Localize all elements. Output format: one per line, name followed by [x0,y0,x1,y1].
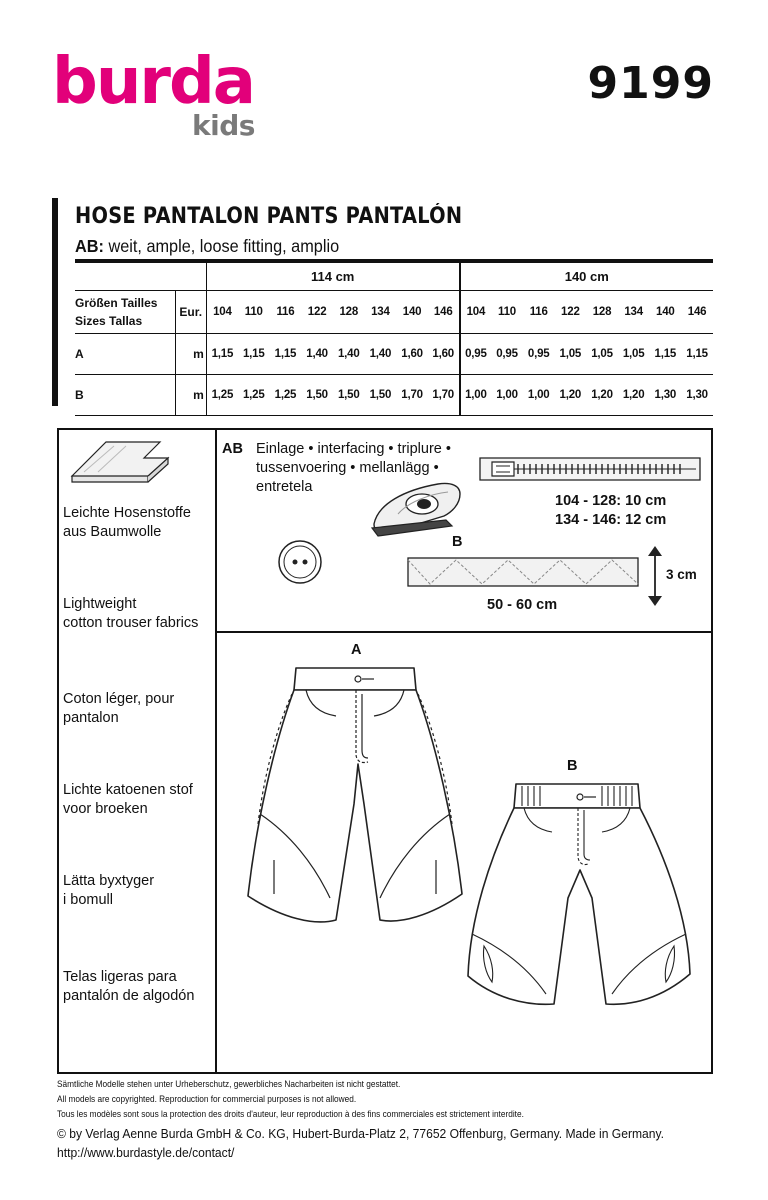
value-cell: 0,95 [523,334,555,375]
notions-ab-label: AB [222,441,243,457]
value-cell: 1,30 [649,375,681,416]
fabric-roll-icon [64,436,174,486]
size-cell: 140 [649,291,681,334]
elastic-b-label: B [452,534,463,550]
pants-view-b-illustration [462,778,698,1022]
sizes-label: Größen Tailles Sizes Tallas [75,291,175,334]
size-cell: 128 [586,291,618,334]
subtitle-text: weit, ample, loose fitting, amplio [103,236,340,256]
value-cell: 1,30 [681,375,713,416]
value-cell: 1,25 [238,375,270,416]
zipper-icon [478,448,708,490]
value-cell: 1,20 [586,375,618,416]
size-cell: 146 [428,291,460,334]
view-a-label: A [351,642,362,658]
size-cell: 122 [301,291,333,334]
size-cell: 134 [618,291,650,334]
value-cell: 1,70 [428,375,460,416]
brand-logo: burda [52,45,254,119]
fabric-desc-fr: Coton léger, pour pantalon [63,691,175,726]
fabric-desc-en: Lightweight cotton trouser fabrics [63,596,199,631]
value-cell: 1,15 [206,334,238,375]
iron-icon [368,474,468,542]
pattern-number: 9199 [587,58,714,109]
value-cell: 1,15 [681,334,713,375]
value-cell: 1,50 [333,375,365,416]
value-cell: 1,40 [301,334,333,375]
value-cell: 1,40 [365,334,397,375]
width-header-140: 140 cm [460,261,713,291]
value-cell: 1,15 [649,334,681,375]
value-cell: 1,60 [396,334,428,375]
box-divider-horizontal [215,631,713,633]
size-cell: 104 [206,291,238,334]
size-cell: 146 [681,291,713,334]
size-cell: 140 [396,291,428,334]
size-cell: 116 [270,291,302,334]
size-cell: 128 [333,291,365,334]
value-cell: 1,00 [523,375,555,416]
value-cell: 1,20 [555,375,587,416]
fabric-desc-nl: Lichte katoenen stof voor broeken [63,782,193,817]
elastic-icon [406,556,642,590]
brand-logo-sub: kids [192,109,255,142]
value-cell: 1,25 [206,375,238,416]
size-cell: 110 [238,291,270,334]
fabric-desc-de: Leichte Hosenstoffe aus Baumwolle [63,505,191,540]
view-b-label: B [567,758,578,774]
value-cell: 1,00 [491,375,523,416]
button-icon [276,538,324,586]
value-cell: 0,95 [491,334,523,375]
fabric-desc-es: Telas ligeras para pantalón de algodón [63,969,195,1004]
header-bar [52,198,58,406]
table-row-a [75,334,713,375]
value-cell: 1,05 [555,334,587,375]
size-cell: 116 [523,291,555,334]
width-header-114: 114 cm [206,261,459,291]
table-row-b [75,375,713,416]
subtitle-prefix: AB: [75,236,104,256]
size-table [75,259,713,416]
value-cell: 1,25 [270,375,302,416]
size-cell: 122 [555,291,587,334]
row-label: A [75,334,175,375]
value-cell: 1,05 [618,334,650,375]
footer-copyright-en: All models are copyrighted. Reproduction for commercial purposes is not allowed. [57,1094,357,1104]
value-cell: 1,60 [428,334,460,375]
fabric-desc-sv: Lätta byxtyger i bomull [63,873,155,908]
row-unit: m [175,334,206,375]
elastic-height-text: 3 cm [666,567,697,582]
value-cell: 1,50 [365,375,397,416]
value-cell: 1,40 [333,334,365,375]
value-cell: 0,95 [460,334,492,375]
row-unit: m [175,375,206,416]
value-cell: 1,00 [460,375,492,416]
value-cell: 1,15 [270,334,302,375]
box-divider-vertical [215,428,217,1074]
footer-publisher: © by Verlag Aenne Burda GmbH & Co. KG, Hubert-Burda-Platz 2, 77652 Offenburg, Germany. Made in Germany. [57,1126,664,1141]
value-cell: 1,70 [396,375,428,416]
size-cell: 134 [365,291,397,334]
size-cell: 110 [491,291,523,334]
size-cell: 104 [460,291,492,334]
value-cell: 1,15 [238,334,270,375]
interfacing-text: Einlage • interfacing • triplure • tussenvoering • mellanlägg • entretela [256,441,451,495]
eur-label: Eur. [175,291,206,334]
value-cell: 1,50 [301,375,333,416]
page-subtitle [75,236,339,257]
footer-copyright-fr: Tous les modèles sont sous la protection des droits d'auteur, leur reproduction à des fins commerciales est strictement interdite. [57,1109,524,1119]
footer-copyright-de: Sämtliche Modelle stehen unter Urheberschutz, gewerbliches Nacharbeiten ist nicht gestattet. [57,1079,401,1089]
page-title: HOSE PANTALON PANTS PANTALÓN [75,204,463,229]
zipper-length-text: 104 - 128: 10 cm 134 - 146: 12 cm [555,493,667,528]
row-label: B [75,375,175,416]
value-cell: 1,05 [586,334,618,375]
value-cell: 1,20 [618,375,650,416]
elastic-height-arrow-icon [644,544,666,608]
elastic-length-text: 50 - 60 cm [487,597,558,613]
footer-url-link[interactable]: http://www.burdastyle.de/contact/ [57,1145,235,1160]
pants-view-a-illustration [240,664,470,934]
